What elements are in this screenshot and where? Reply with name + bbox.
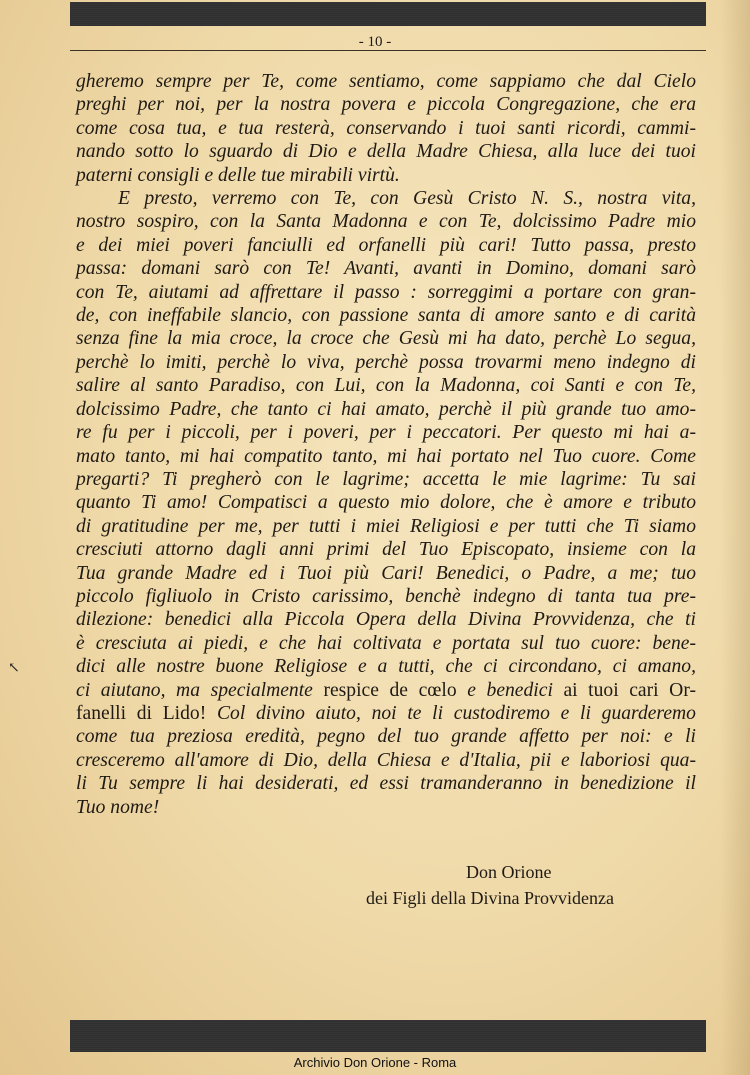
body-line: cresciuti attorno dagli anni primi del Tuo Episcopato, insieme con la [76, 539, 696, 561]
body-line: re fu per i piccoli, per i poveri, per i peccatori. Per questo mi hai a- [76, 422, 696, 444]
body-line: salire al santo Paradiso, con Lui, con la Madonna, coi Santi e con Te, [76, 375, 696, 397]
body-line: cresceremo all'amore di Dio, della Chiesa e d'Italia, pii e laboriosi qua- [76, 749, 696, 771]
body-line: perchè lo imiti, perchè lo viva, perchè possa trovarmi meno indegno di [76, 351, 696, 373]
body-line: dilezione: benedici alla Piccola Opera della Divina Provvidenza, che ti [76, 609, 696, 631]
line-segment: e benedici [467, 679, 553, 701]
body-line: mato tanto, mi hai compatito tanto, mi hai portato nel Tuo cuore. Come [76, 445, 696, 467]
body-line: e dei miei poveri fanciulli ed orfanelli più cari! Tutto passa, presto [76, 234, 696, 256]
body-line: li Tu sempre li hai desiderati, ed essi tramanderanno in benedizione il [76, 773, 696, 795]
body-line: nostro sospiro, con la Santa Madonna e con Te, dolcissimo Padre mio [76, 211, 696, 233]
letter-body [76, 70, 696, 819]
body-line: Tua grande Madre ed i Tuoi più Cari! Benedici, o Padre, a me; tuo [76, 562, 696, 584]
signature-name: Don Orione [466, 862, 552, 882]
body-line: preghi per noi, per la nostra povera e piccola Congregazione, che era [76, 94, 696, 116]
line-segment: respice de cœlo [323, 679, 457, 701]
body-line: senza fine la mia croce, la croce che Gesù mi ha dato, perchè Lo segua, [76, 328, 696, 350]
body-line: piccolo figliuolo in Cristo carissimo, benchè indegno di tanta tua pre- [76, 585, 696, 607]
line-segment: ci aiutano, ma specialmente [76, 679, 313, 701]
bottom-scan-bar [70, 1020, 706, 1052]
line-segment: ai tuoi cari Or- [563, 679, 696, 701]
page-number: - 10 - [358, 34, 392, 50]
body-line: E presto, verremo con Te, con Gesù Cristo N. S., nostra vita, [118, 188, 696, 210]
body-line: nando sotto lo sguardo di Dio e della Madre Chiesa, alla luce dei tuoi [76, 141, 696, 163]
signature-title: dei Figli della Divina Provvidenza [366, 888, 614, 908]
body-line: dolcissimo Padre, che tanto ci hai amato, perchè il più grande tuo amo- [76, 398, 696, 420]
body-line: Tuo nome! [76, 796, 160, 818]
archive-footer: Archivio Don Orione - Roma [293, 1055, 457, 1070]
body-line: è cresciuta ai piedi, e che hai coltivata e portata sul tuo cuore: bene- [76, 632, 696, 654]
body-line: gheremo sempre per Te, come sentiamo, come sappiamo che dal Cielo [76, 71, 696, 92]
body-line: come cosa tua, e tua resterà, conservando i tuoi santi ricordi, cammi- [76, 117, 696, 139]
body-line: paterni consigli e delle tue mirabili virtù. [76, 164, 400, 186]
body-line: de, con ineffabile slancio, con passione santa di amore santo e di carità [76, 305, 696, 327]
line-segment: Col divino aiuto, noi te li custodiremo e li guarderemo [216, 702, 696, 724]
margin-mark: ↖ [8, 660, 20, 676]
page-edge-shadow [720, 0, 750, 1075]
body-line: dici alle nostre buone Religiose e a tutti, che ci circondano, ci amano, [76, 656, 696, 678]
body-line: pregarti? Ti pregherò con le lagrime; accetta le mie lagrime: Tu sai [76, 468, 696, 490]
body-line: con Te, aiutami ad affrettare il passo : sorreggimi a portare con gran- [76, 281, 696, 303]
line-segment: fanelli di Lido! [76, 702, 207, 724]
body-line: come tua preziosa eredità, pegno del tuo grande affetto per noi: e li [76, 726, 696, 748]
header-rule [70, 50, 706, 51]
top-scan-bar [70, 2, 706, 26]
body-line-mixed [76, 679, 696, 702]
body-line: di gratitudine per me, per tutti i miei Religiosi e per tutti che Ti siamo [76, 515, 696, 537]
body-line: quanto Ti amo! Compatisci a questo mio dolore, che è amore e tributo [76, 492, 696, 514]
body-line-mixed [76, 702, 696, 725]
body-line: passa: domani sarò con Te! Avanti, avanti in Domino, domani sarò [76, 258, 696, 280]
